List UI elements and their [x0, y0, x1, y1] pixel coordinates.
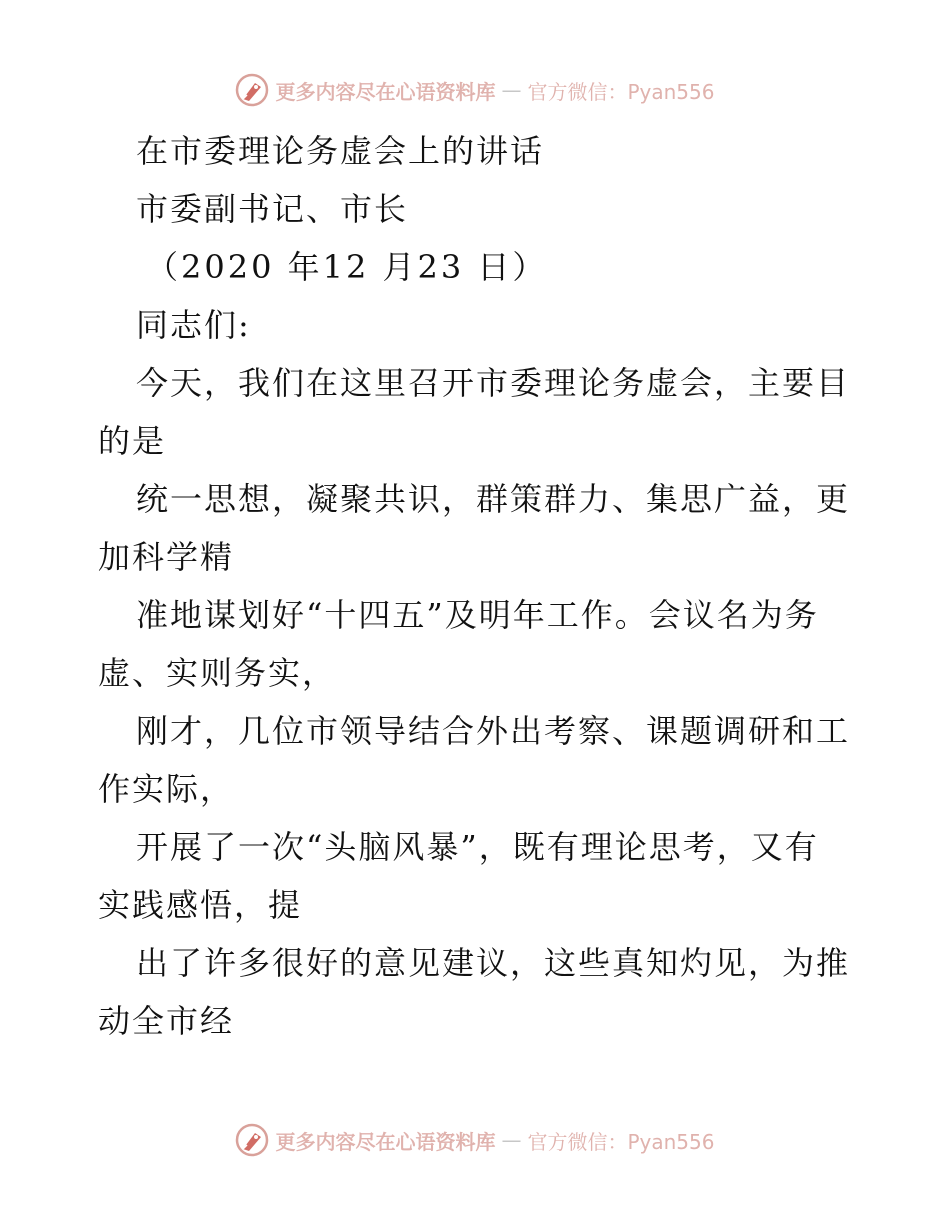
- paragraph-line-continued: 加科学精: [98, 538, 235, 576]
- paragraph-line: 刚才，几位市领导结合外出考察、课题调研和工: [136, 712, 851, 750]
- paragraph-line: 今天，我们在这里召开市委理论务虚会，主要目: [136, 364, 851, 402]
- paragraph-line-continued: 虚、实则务实，: [98, 654, 337, 692]
- document-speaker: 市委副书记、市长: [136, 190, 409, 228]
- paragraph-line: 统一思想，凝聚共识，群策群力、集思广益，更: [136, 480, 851, 518]
- watermark-site-text: 更多内容尽在心语资料库: [275, 1129, 496, 1154]
- header-watermark: [0, 70, 950, 110]
- watermark-separator: —: [501, 1128, 522, 1152]
- paragraph-line-continued: 的是: [98, 422, 167, 460]
- paragraph-line-continued: 作实际，: [98, 770, 235, 808]
- fountain-pen-nib-icon: [235, 73, 269, 107]
- footer-watermark: [0, 1120, 950, 1160]
- paragraph-line-continued: 动全市经: [98, 1002, 235, 1040]
- document-title: 在市委理论务虚会上的讲话: [136, 132, 545, 170]
- document-date: （2020 年12 月23 日）: [146, 248, 548, 286]
- paragraph-line: 准地谋划好“十四五”及明年工作。会议名为务: [136, 596, 819, 634]
- document-salutation: 同志们:: [136, 306, 251, 344]
- fountain-pen-nib-icon: [235, 1123, 269, 1157]
- paragraph-line: 开展了一次“头脑风暴”，既有理论思考，又有: [136, 828, 819, 866]
- watermark-contact: 官方微信：Pyan556: [527, 79, 715, 104]
- watermark-separator: —: [501, 78, 522, 102]
- paragraph-line: 出了许多很好的意见建议，这些真知灼见，为推: [136, 944, 851, 982]
- watermark-site-text: 更多内容尽在心语资料库: [275, 79, 496, 104]
- watermark-contact: 官方微信：Pyan556: [527, 1129, 715, 1154]
- document-body: [98, 122, 858, 1050]
- paragraph-line-continued: 实践感悟，提: [98, 886, 303, 924]
